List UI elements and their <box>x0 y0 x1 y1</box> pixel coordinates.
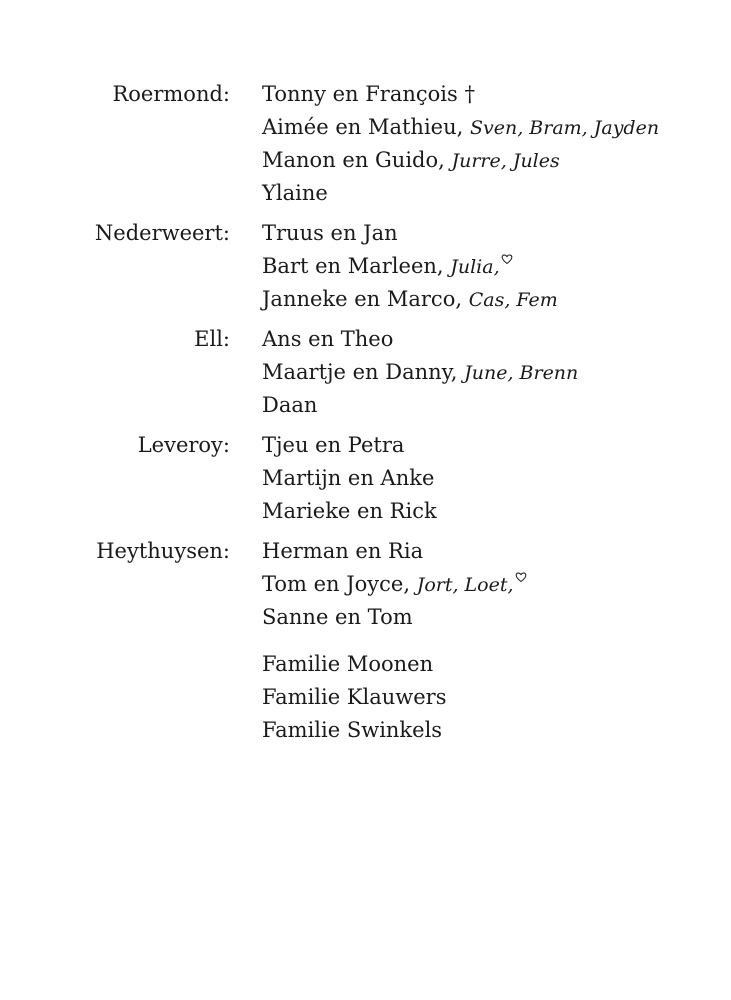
family-line <box>262 429 437 462</box>
children-names: June, Brenn <box>464 362 579 384</box>
family-line <box>262 177 659 210</box>
family-line <box>262 601 527 634</box>
heart-icon <box>515 571 527 583</box>
children-names: Julia, <box>450 256 500 278</box>
family-names: Janneke en Marco, <box>262 287 469 311</box>
names-list <box>262 217 558 316</box>
family-line <box>262 111 659 144</box>
names-list <box>262 535 527 634</box>
family-names: Ylaine <box>262 181 328 205</box>
family-line <box>262 389 578 422</box>
family-line <box>262 462 437 495</box>
family-names: Manon en Guido, <box>262 148 452 172</box>
heart-icon <box>501 253 513 265</box>
names-list <box>262 323 578 422</box>
family-names: Tonny en François † <box>262 82 475 106</box>
family-names: Tjeu en Petra <box>262 433 405 457</box>
family-line <box>262 323 578 356</box>
family-names: Herman en Ria <box>262 539 424 563</box>
family-names: Martijn en Anke <box>262 466 435 490</box>
family-names: Daan <box>262 393 318 417</box>
family-line <box>262 535 527 568</box>
family-surname: Familie Moonen <box>262 652 434 676</box>
family-line <box>262 356 578 389</box>
family-line <box>262 217 558 250</box>
children-names: Cas, Fem <box>468 289 558 311</box>
family-line <box>262 144 659 177</box>
place-label: Nederweert: <box>94 221 230 245</box>
family-names: Maartje en Danny, <box>262 360 465 384</box>
place-label: Leveroy: <box>137 433 230 457</box>
names-list <box>262 78 659 210</box>
children-names: Jurre, Jules <box>451 150 560 172</box>
family-names: Aimée en Mathieu, <box>262 115 470 139</box>
families-list <box>262 648 447 747</box>
family-line <box>262 283 558 316</box>
family-names: Bart en Marleen, <box>262 254 451 278</box>
family-names: Truus en Jan <box>262 221 398 245</box>
place-label: Ell: <box>194 327 230 351</box>
place-label: Roermond: <box>112 82 230 106</box>
children-names: Jort, Loet, <box>416 574 514 596</box>
names-list <box>262 429 437 528</box>
family-line <box>262 495 437 528</box>
family-surname: Familie Swinkels <box>262 718 443 742</box>
place-label: Heythuysen: <box>96 539 230 563</box>
family-surname: Familie Klauwers <box>262 685 447 709</box>
family-line <box>262 568 527 601</box>
children-names: Sven, Bram, Jayden <box>469 117 660 139</box>
family-line <box>262 250 558 283</box>
family-line <box>262 78 659 111</box>
family-names: Marieke en Rick <box>262 499 437 523</box>
family-names: Sanne en Tom <box>262 605 413 629</box>
family-names: Tom en Joyce, <box>262 572 417 596</box>
family-names: Ans en Theo <box>262 327 394 351</box>
